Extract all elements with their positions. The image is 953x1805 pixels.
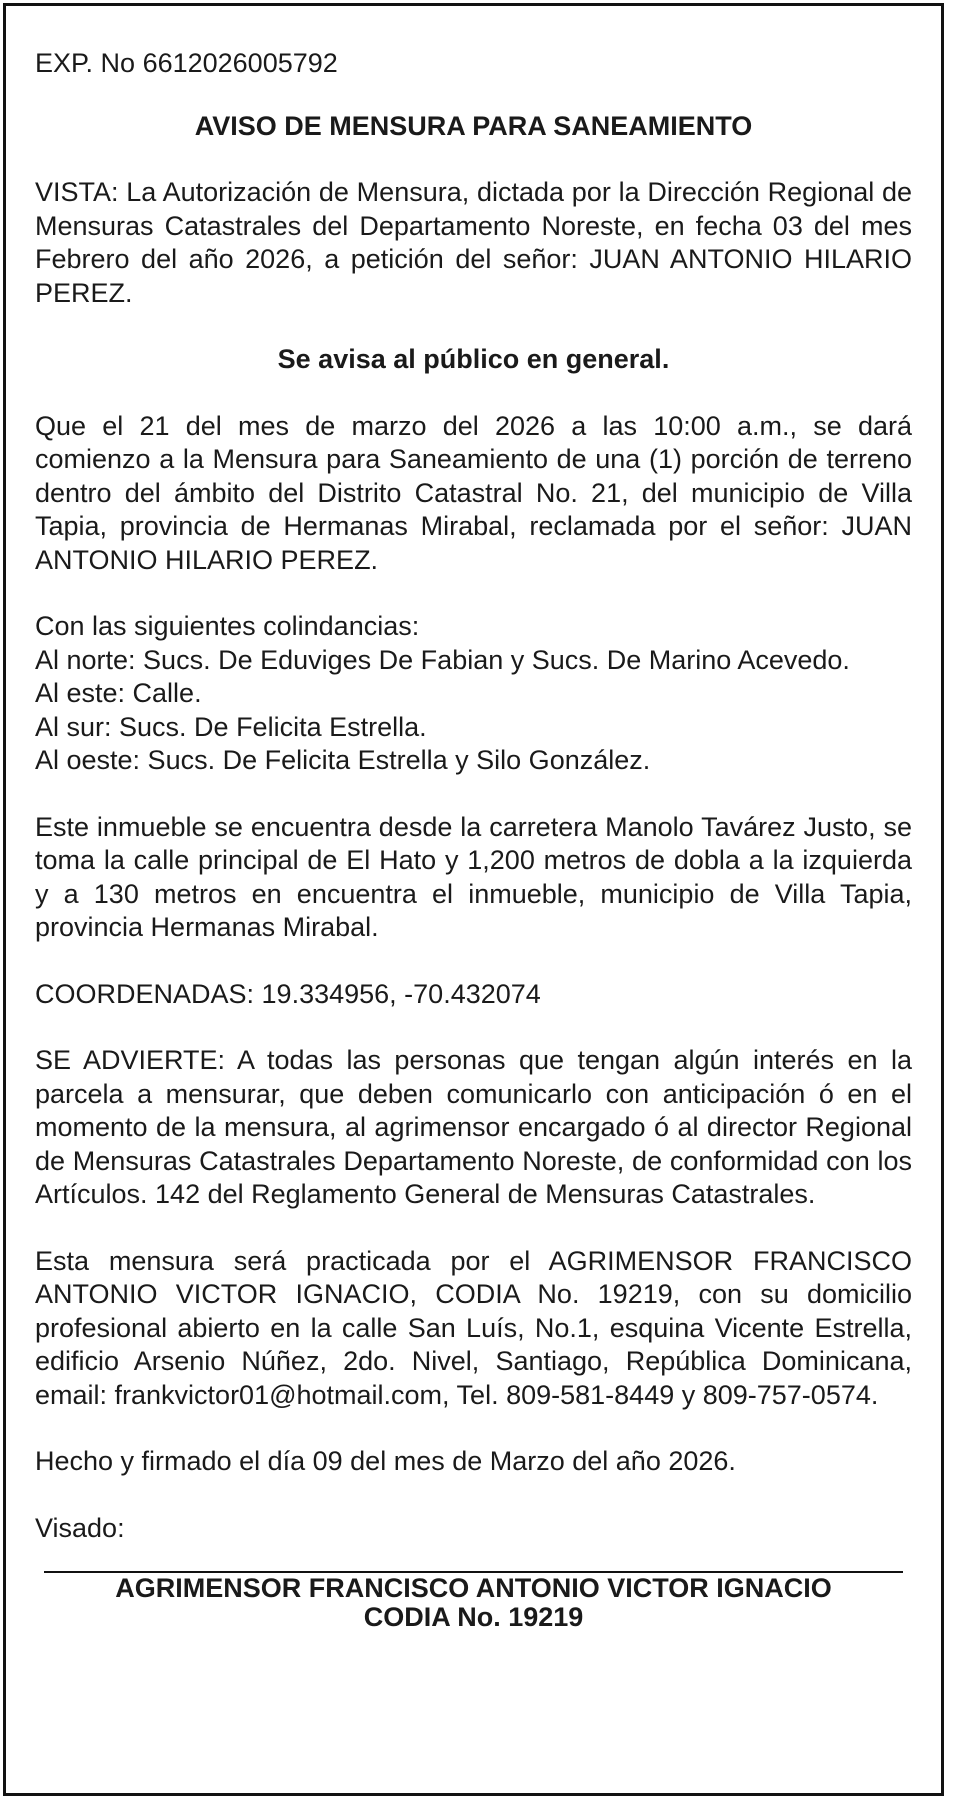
vista-paragraph: VISTA: La Autorización de Mensura, dictada por la Dirección Regional de Mensuras Catastrales del Departamento Noreste, en fecha 03 del mes Febrero del año 2026, a petición del señor: JUAN ANTONIO HILARIO PEREZ. (35, 177, 912, 308)
boundary-east: Al este: Calle. (35, 678, 202, 708)
survey-date-paragraph: Que el 21 del mes de marzo del 2026 a las 10:00 a.m., se dará comienzo a la Mensura para Saneamiento de una (1) porción de terreno dentro del ámbito del Distrito Catastral No. 21, del municipio de Villa Tapia, provincia de Hermanas Mirabal, reclamada por el señor: JUAN ANTONIO HILARIO PEREZ. (35, 410, 912, 575)
expediente-number: EXP. No 6612026005792 (35, 48, 338, 78)
boundary-south: Al sur: Sucs. De Felicita Estrella. (35, 711, 427, 742)
signature-name: AGRIMENSOR FRANCISCO ANTONIO VICTOR IGNACIO (115, 1573, 832, 1603)
boundary-north: Al norte: Sucs. De Eduviges De Fabian y Sucs. De Marino Acevedo. (35, 644, 850, 675)
location-paragraph: Este inmueble se encuentra desde la carretera Manolo Tavárez Justo, se toma la calle principal de El Hato y 1,200 metros de dobla a la izquierda y a 130 metros en encuentra el inmueble, municipio de Villa Tapia, provincia Hermanas Mirabal. (35, 811, 912, 942)
coordinates: COORDENADAS: 19.334956, -70.432074 (35, 978, 541, 1009)
signature-codia: CODIA No. 19219 (363, 1602, 584, 1632)
notice-title: AVISO DE MENSURA PARA SANEAMIENTO (194, 110, 753, 141)
warning-paragraph: SE ADVIERTE: A todas las personas que tengan algún interés en la parcela a mensurar, que deben comunicarlo con anticipación ó en el momento de la mensura, al agrimensor encargado ó al director Regional de Mensuras Catastrales Departamento Noreste, de conformidad con los Artículos. 142 del Reglamento General de Mensuras Catastrales. (35, 1045, 912, 1209)
public-notice-heading: Se avisa al público en general. (277, 344, 670, 374)
boundaries-intro: Con las siguientes colindancias: (35, 611, 420, 641)
visado-label: Visado: (35, 1512, 125, 1543)
surveyor-paragraph: Esta mensura será practicada por el AGRIMENSOR FRANCISCO ANTONIO VICTOR IGNACIO, CODIA No. 19219, con su domicilio profesional abierto en la calle San Luís, No.1, esquina Vicente Estrella, edificio Arsenio Núñez, 2do. Nivel, Santiago, República Dominicana, email: frankvictor01@hotmail.com, Tel. 809-581-8449 y 809-757-0574. (35, 1245, 912, 1410)
boundary-west: Al oeste: Sucs. De Felicita Estrella y Silo González. (35, 745, 651, 775)
boundaries-block (35, 610, 912, 778)
legal-notice (3, 3, 944, 1796)
signed-date: Hecho y firmado el día 09 del mes de Marzo del año 2026. (35, 1446, 736, 1476)
